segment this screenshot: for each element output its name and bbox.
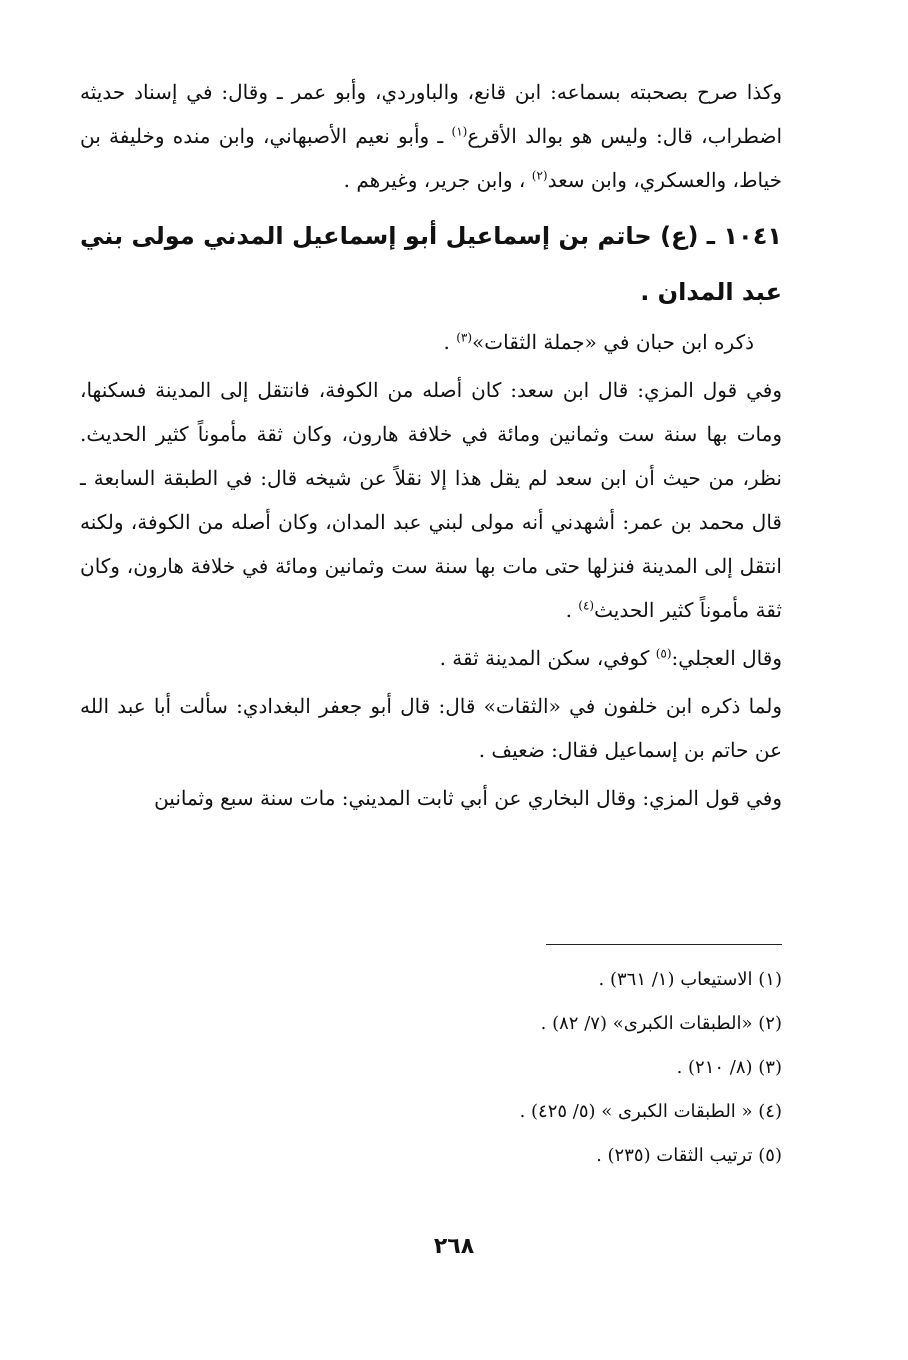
paragraph-mizzi-end: . (565, 598, 579, 622)
footnote-ref-2: (٢) (531, 168, 548, 183)
paragraph-ibn-hibban (80, 320, 782, 364)
paragraph-intro-text-3: ، وابن جرير، وغيرهم . (343, 168, 532, 192)
entry-heading: ١٠٤١ ـ (ع) حاتم بن إسماعيل أبو إسماعيل المدني مولى بني عبد المدان . (80, 222, 782, 306)
footnote-3: (٣) (٨/ ٢١٠) . (676, 1057, 782, 1078)
paragraph-ijli-text: وقال العجلي: (671, 646, 782, 670)
footnotes (182, 958, 782, 1178)
footnote-4: (٤) « الطبقات الكبرى » (٥/ ٤٢٥) . (519, 1101, 782, 1122)
footnote-ref-4: (٤) (578, 598, 595, 613)
paragraph-bukhari: وفي قول المزي: وقال البخاري عن أبي ثابت المديني: مات سنة سبع وثمانين (154, 786, 782, 810)
paragraph-mizzi-text: وفي قول المزي: قال ابن سعد: كان أصله من الكوفة، فانتقل إلى المدينة فسكنها، ومات بها سنة ست وثمانين ومائة في خلافة هارون، وكان ثقة مأموناً كثير الحديث. نظر، من حيث أن ابن سعد لم يقل هذا إلا نقلاً عن شيخه قال: في الطبقة السابعة ـ قال محمد بن عمر: أشهدني أنه مولى لبني عبد المدان، وكان أصله من الكوفة، ولكنه انتقل إلى المدينة فنزلها حتى مات بها سنة ست وثمانين ومائة في خلافة هارون، وكان ثقة مأموناً كثير الحديث (80, 378, 782, 622)
footnote-1: (١) الاستيعاب (١/ ٣٦١) . (598, 969, 782, 990)
footnote-ref-3: (٣) (456, 330, 473, 345)
footnote-ref-5: (٥) (655, 646, 672, 661)
footnote-divider (546, 944, 782, 945)
paragraph-intro (80, 70, 782, 202)
paragraph-ibn-hibban-end: . (443, 330, 457, 354)
paragraph-ibn-khalfun: ولما ذكره ابن خلفون في «الثقات» قال: قال أبو جعفر البغدادي: سألت أبا عبد الله عن حاتم بن إسماعيل فقال: ضعيف . (80, 694, 782, 762)
paragraph-intro-text: وكذا صرح بصحبته بسماعه: ابن قانع، والباوردي، وأبو عمر ـ وقال: في إسناد حديثه اضطراب، قال: وليس هو بوالد الأقرع (80, 80, 783, 148)
paragraph-intro-text-2: ـ وأبو نعيم الأصبهاني، وابن منده وخليفة بن خياط، والعسكري، وابن سعد (80, 124, 782, 192)
paragraph-ibn-hibban-text: ذكره ابن حبان في «جملة الثقات» (472, 330, 754, 354)
paragraph-ijli-end: كوفي، سكن المدينة ثقة . (439, 646, 656, 670)
footnote-ref-1: (١) (451, 124, 468, 139)
page-number: ٢٦٨ (433, 1234, 475, 1259)
paragraph-ijli (80, 636, 782, 680)
main-text (80, 70, 782, 824)
footnote-5: (٥) ترتيب الثقات (٢٣٥) . (596, 1145, 782, 1166)
footnote-2: (٢) «الطبقات الكبرى» (٧/ ٨٢) . (540, 1013, 782, 1034)
paragraph-mizzi-ibn-saad (80, 368, 782, 632)
